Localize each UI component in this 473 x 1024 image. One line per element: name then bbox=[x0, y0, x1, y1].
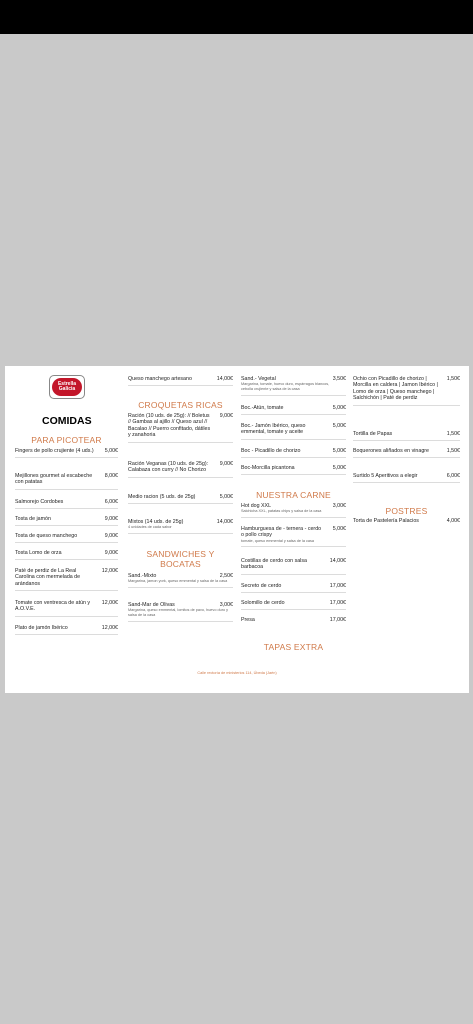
menu-item: Surtido 5 Aperitivos a elegir 6,00€ bbox=[353, 473, 460, 479]
menu-item: Mixtos (14 uds. de 25g) 14,00€ 4 unidades de cada sabor bbox=[128, 519, 233, 530]
menu-item: Tortilla de Papas 1,50€ bbox=[353, 431, 460, 437]
menu-item: Boc.- Jamón Ibérico, queso emmental, tomate y aceite 5,00€ bbox=[241, 423, 346, 436]
menu-item: Queso manchego artesano 14,00€ bbox=[128, 376, 233, 382]
logo-line2: Galicia bbox=[58, 386, 76, 392]
menu-item: Solomillo de cerdo 17,00€ bbox=[241, 600, 346, 606]
section-carne: NUESTRA CARNE bbox=[256, 490, 331, 500]
menu-item: Tosta Lomo de orza 9,00€ bbox=[15, 550, 118, 556]
section-sandwiches: SANDWICHES Y BOCATAS bbox=[146, 549, 215, 569]
menu-item: Boquerones aliñados en vinagre 1,50€ bbox=[353, 448, 460, 454]
section-postres: POSTRES bbox=[385, 506, 428, 516]
menu-item: Salmorejo Cordobes 6,00€ bbox=[15, 499, 118, 505]
menu-item: Boc-Morcilla picantona 5,00€ bbox=[241, 465, 346, 471]
menu-item: Torta de Pastelería Palacios 4,00€ bbox=[353, 518, 460, 524]
menu-item: Ochio con Picadillo de chorizo | Morcilla en caldera | Jamon Ibérico | Lomo de orza | Queso manchego | Salchichón | Paté de perdiz 1,50€ bbox=[353, 376, 460, 402]
menu-item: Tomate con ventresca de atún y A.O.V.E. 12,00€ bbox=[15, 600, 118, 613]
estrella-galicia-logo bbox=[49, 375, 85, 399]
menu-item: Presa 17,00€ bbox=[241, 617, 346, 623]
footer-address: Calle rectoría de ministerios 114, Úbeda (Jaén) bbox=[197, 671, 277, 675]
menu-item: Sand.- Vegetal 3,50€ Margarina, tomate, huevo duro, espárragos blancos, cebolla crujiente y salsa de la casa bbox=[241, 376, 346, 391]
menu-item: Tosta de queso manchego 9,00€ bbox=[15, 533, 118, 539]
menu-image bbox=[5, 366, 469, 693]
menu-item: Medio racion (5 uds. de 25g) 5,00€ bbox=[128, 494, 233, 500]
menu-item: Hot dog XXL 3,00€ Salchicha XXL, patatas chips y salsa de la casa bbox=[241, 503, 346, 514]
page-title: COMIDAS bbox=[42, 415, 92, 427]
menu-item: Ración (10 uds. de 25g): // Boletus // Gambas al ajillo // Queso azul // Bacalao // Puerro confitado, dátiles y zanahoria 9,00€ bbox=[128, 413, 233, 439]
menu-item: Fingers de pollo crujiente (4 uds.) 5,00€ bbox=[15, 448, 118, 454]
menu-item: Boc - Picadillo de chorizo 5,00€ bbox=[241, 448, 346, 454]
section-picotear: PARA PICOTEAR bbox=[31, 435, 102, 445]
menu-item: Boc.-Atún, tomate 5,00€ bbox=[241, 405, 346, 411]
menu-item: Secreto de cerdo 17,00€ bbox=[241, 583, 346, 589]
menu-item: Sand.-Mixto 2,50€ Margarina, jamon york, queso emmental y salsa de la casa bbox=[128, 573, 233, 584]
menu-item: Costillas de cerdo con salsa barbacoa 14,00€ bbox=[241, 558, 346, 571]
section-tapas: TAPAS EXTRA bbox=[263, 642, 324, 652]
section-croquetas: CROQUETAS RICAS bbox=[138, 400, 223, 410]
status-bar bbox=[0, 0, 473, 34]
logo-line1: Estrella bbox=[57, 380, 77, 387]
menu-item: Tosta de jamón 9,00€ bbox=[15, 516, 118, 522]
menu-item: Mejillones gourmet al escabeche con patatas 8,00€ bbox=[15, 473, 118, 486]
menu-item: Paté de perdiz de La Real Carolina con mermelada de arándanos 12,00€ bbox=[15, 568, 118, 587]
menu-item: Sand-Mar de Olivas 3,00€ Margarina, queso emmental, lomitos de pavo, huevo duro y salsa de la casa bbox=[128, 602, 233, 617]
menu-item: Hamburguesa de - ternera - cerdo o pollo crispy 5,00€ tomate, queso emmental y salsa de la casa bbox=[241, 526, 346, 543]
menu-item: Ración Veganas (10 uds. de 25g): Calabaza con curry // No Chorizo 9,00€ bbox=[128, 461, 233, 474]
menu-item: Plato de jamón Ibérico 12,00€ bbox=[15, 625, 118, 631]
